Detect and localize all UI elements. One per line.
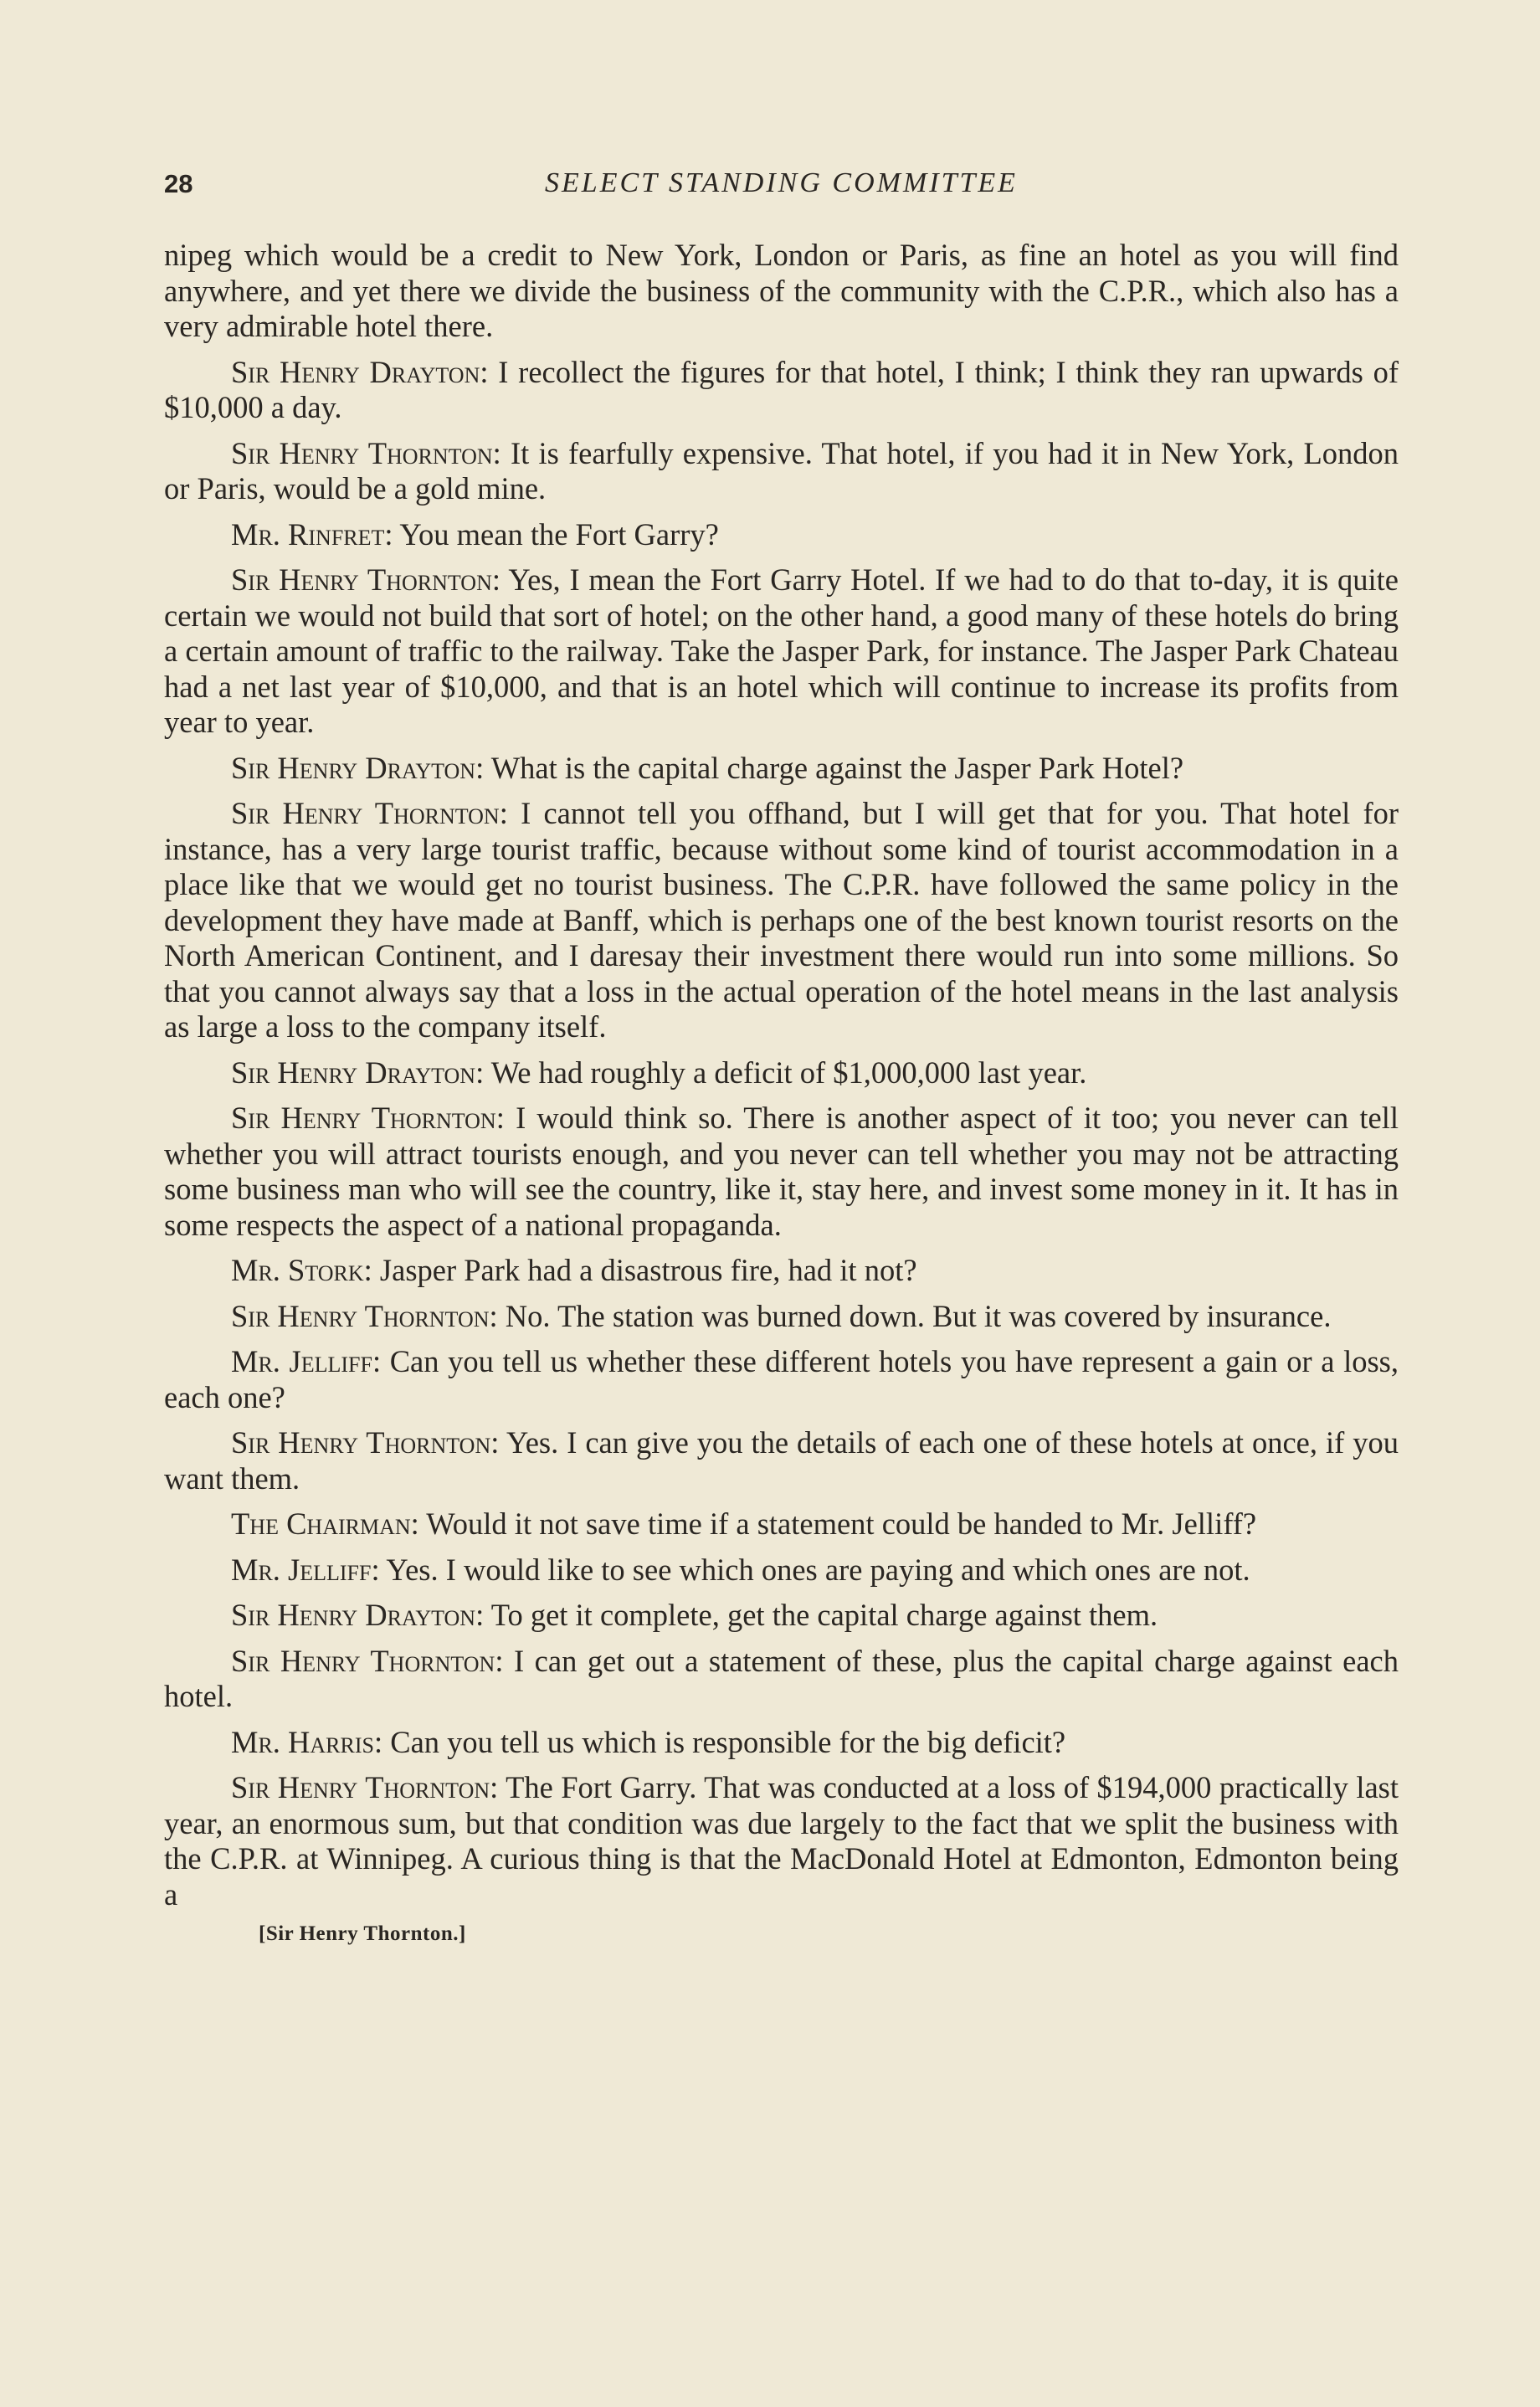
- speaker-name: Sir Henry Thornton:: [231, 562, 501, 597]
- transcript-paragraph: [164, 796, 1399, 1045]
- transcript-paragraph: [164, 355, 1399, 426]
- speaker-name: Mr. Harris:: [231, 1724, 383, 1759]
- transcript-paragraph: [164, 1344, 1399, 1415]
- speech-text: Would it not save time if a statement could be handed to Mr. Jelliff?: [426, 1506, 1257, 1541]
- speaker-name: Sir Henry Thornton:: [231, 435, 501, 470]
- speaker-name: Sir Henry Drayton:: [231, 1598, 485, 1632]
- transcript-paragraph: [164, 1770, 1399, 1912]
- speaker-name: Sir Henry Thornton:: [231, 1101, 505, 1135]
- speech-text: I recollect the figures for that hotel, I think; I think they ran upwards of $10,000 a day.: [164, 354, 1399, 424]
- transcript-body: [164, 238, 1399, 1912]
- speaker-name: Sir Henry Thornton:: [231, 796, 508, 830]
- speech-text: nipeg which would be a credit to New York, London or Paris, as fine an hotel as you will find anywhere, and yet there we divide the business of the community with the C.P.R., which also has a very admirable hotel there.: [164, 238, 1399, 343]
- speaker-name: Sir Henry Thornton:: [231, 1425, 500, 1460]
- speech-text: No. The station was burned down. But it was covered by insurance.: [505, 1298, 1332, 1333]
- transcript-paragraph: [164, 1101, 1399, 1243]
- transcript-paragraph: [164, 517, 1399, 553]
- speech-text: What is the capital charge against the Jasper Park Hotel?: [490, 750, 1184, 785]
- transcript-paragraph: [164, 1299, 1399, 1335]
- transcript-paragraph: [164, 1725, 1399, 1761]
- page-header: [164, 164, 1399, 214]
- speech-text: The Fort Garry. That was conducted at a loss of $194,000 practically last year, an enormous sum, but that condition was due largely to the fact that we split the business with the C.P.R. at Winnipeg. A curious thing is that the MacDonald Hotel at Edmonton, Edmonton being a: [164, 1770, 1399, 1912]
- speech-text: Yes, I mean the Fort Garry Hotel. If we had to do that to-day, it is quite certain we would not build that sort of hotel; on the other hand, a good many of these hotels do bring a certain amount of traffic to the railway. Take the Jasper Park, for instance. The Jasper Park Chateau had a net last year of $10,000, and that is an hotel which will continue to increase its profits from year to year.: [164, 562, 1399, 739]
- speech-text: We had roughly a deficit of $1,000,000 last year.: [490, 1055, 1087, 1090]
- speech-text: I cannot tell you offhand, but I will get that for you. That hotel for instance, has a very large tourist traffic, because without some kind of tourist accommodation in a place like that we would get no tourist business. The C.P.R. have followed the same policy in the development they have made at Banff, which is perhaps one of the best known tourist resorts on the North American Continent, and I daresay their investment there would run into some millions. So that you cannot always say that a loss in the actual operation of the hotel means in the last analysis as large a loss to the company itself.: [164, 796, 1399, 1044]
- speaker-name: Sir Henry Drayton:: [231, 354, 489, 389]
- speaker-name: The Chairman:: [231, 1506, 419, 1541]
- speech-text: Yes. I would like to see which ones are paying and which ones are not.: [386, 1552, 1250, 1587]
- speaker-name: Sir Henry Thornton:: [231, 1643, 504, 1678]
- speaker-name: Sir Henry Drayton:: [231, 750, 485, 785]
- running-head: SELECT STANDING COMMITTEE: [545, 167, 1018, 198]
- transcript-paragraph: [164, 562, 1399, 741]
- speech-text: I can get out a statement of these, plus the capital charge against each hotel.: [164, 1643, 1399, 1713]
- transcript-paragraph: [164, 1644, 1399, 1715]
- speech-text: Jasper Park had a disastrous fire, had it not?: [379, 1253, 917, 1287]
- speaker-name: Sir Henry Thornton:: [231, 1770, 499, 1804]
- transcript-paragraph: [164, 238, 1399, 345]
- speech-text: You mean the Fort Garry?: [399, 516, 719, 552]
- speech-text: Can you tell us which is responsible for the big deficit?: [390, 1724, 1066, 1759]
- speech-text: To get it complete, get the capital charge against them.: [490, 1598, 1158, 1632]
- speech-text: Can you tell us whether these different hotels you have represent a gain or a loss, each one?: [164, 1344, 1399, 1414]
- transcript-paragraph: [164, 436, 1399, 507]
- speech-text: It is fearfully expensive. That hotel, if you had it in New York, London or Paris, would be a gold mine.: [164, 435, 1399, 506]
- footer-signature: [Sir Henry Thornton.]: [259, 1922, 466, 1945]
- speaker-name: Mr. Jelliff:: [231, 1344, 382, 1378]
- page-number: 28: [164, 169, 193, 198]
- speech-text: I would think so. There is another aspect of it too; you never can tell whether you will attract tourists enough, and you never can tell whether you may not be attracting some business man who will see the country, like it, stay here, and invest some money in it. It has in some respects the aspect of a national propaganda.: [164, 1101, 1399, 1242]
- transcript-paragraph: [164, 1425, 1399, 1496]
- transcript-paragraph: [164, 1552, 1399, 1588]
- transcript-paragraph: [164, 1253, 1399, 1289]
- document-page: [164, 164, 1399, 1946]
- speaker-name: Mr. Rinfret:: [231, 516, 393, 552]
- speaker-name: Mr. Jelliff:: [231, 1552, 380, 1587]
- transcript-paragraph: [164, 1055, 1399, 1091]
- speaker-name: Sir Henry Thornton:: [231, 1298, 498, 1333]
- speech-text: Yes. I can give you the details of each one of these hotels at once, if you want them.: [164, 1425, 1399, 1496]
- speaker-name: Sir Henry Drayton:: [231, 1055, 485, 1090]
- transcript-paragraph: [164, 1506, 1399, 1542]
- transcript-paragraph: [164, 751, 1399, 787]
- transcript-paragraph: [164, 1598, 1399, 1634]
- speaker-name: Mr. Stork:: [231, 1253, 372, 1287]
